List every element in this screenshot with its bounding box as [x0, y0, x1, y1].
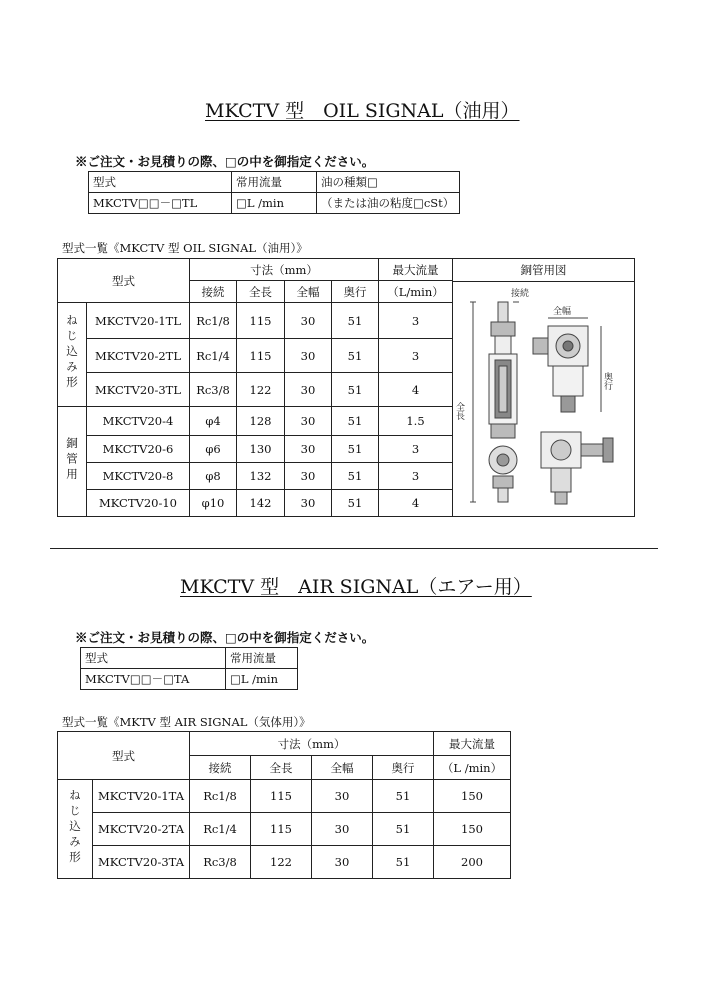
- row-depth: 51: [332, 373, 379, 407]
- row-model: MKCTV20-3TA: [93, 846, 190, 879]
- row-conn: Rc1/4: [190, 339, 237, 373]
- row-depth: 51: [332, 303, 379, 339]
- row-length: 130: [237, 436, 285, 463]
- header-length: 全長: [237, 281, 285, 303]
- diagram-label-depth: 奥行: [602, 372, 612, 390]
- row-width: 30: [312, 813, 373, 846]
- row-model: MKCTV20-8: [87, 463, 190, 490]
- row-length: 115: [237, 303, 285, 339]
- row-conn: φ10: [190, 490, 237, 517]
- row-depth: 51: [373, 846, 434, 879]
- row-depth: 51: [332, 463, 379, 490]
- oil-title: MKCTV 型 OIL SIGNAL（油用）: [205, 100, 520, 122]
- air-list-caption: 型式一覧《MKTV 型 AIR SIGNAL（気体用）》: [62, 715, 311, 729]
- row-length: 128: [237, 407, 285, 436]
- header-dims: 寸法（mm）: [190, 259, 379, 281]
- oil-model-table: [57, 258, 635, 517]
- row-model: MKCTV20-4: [87, 407, 190, 436]
- diagram-cell: [453, 259, 635, 517]
- row-conn: Rc1/4: [190, 813, 251, 846]
- row-maxflow: 200: [434, 846, 511, 879]
- row-maxflow: 150: [434, 813, 511, 846]
- diagram-label-width: 全幅: [553, 307, 572, 317]
- row-maxflow: 4: [379, 373, 453, 407]
- header-conn: 接続: [190, 756, 251, 780]
- group-copper-label: [58, 407, 87, 517]
- row-width: 30: [285, 303, 332, 339]
- row-length: 132: [237, 463, 285, 490]
- group-copper-text: 銅管用: [65, 436, 79, 484]
- header-depth: 奥行: [332, 281, 379, 303]
- order-header-flow: 常用流量: [232, 172, 317, 193]
- row-maxflow: 3: [379, 339, 453, 373]
- header-width: 全幅: [285, 281, 332, 303]
- row-conn: φ4: [190, 407, 237, 436]
- air-title: MKCTV 型 AIR SIGNAL（エアー用）: [180, 576, 532, 598]
- row-width: 30: [285, 373, 332, 407]
- row-length: 122: [251, 846, 312, 879]
- order-value-model: MKCTV□□－□TL: [89, 193, 232, 214]
- row-maxflow: 3: [379, 436, 453, 463]
- row-model: MKCTV20-1TA: [93, 780, 190, 813]
- row-depth: 51: [332, 490, 379, 517]
- row-conn: Rc1/8: [190, 303, 237, 339]
- header-maxflow-unit: （L /min）: [434, 756, 511, 780]
- row-width: 30: [312, 846, 373, 879]
- diagram-label-length: 全長: [454, 402, 464, 420]
- header-diagram: 銅管用図: [453, 259, 634, 282]
- row-conn: φ6: [190, 436, 237, 463]
- group-threaded-label: [58, 303, 87, 407]
- row-width: 30: [285, 339, 332, 373]
- row-maxflow: 3: [379, 463, 453, 490]
- row-conn: Rc3/8: [190, 373, 237, 407]
- header-dims: 寸法（mm）: [190, 732, 434, 756]
- row-conn: φ8: [190, 463, 237, 490]
- row-depth: 51: [332, 407, 379, 436]
- order-header-model: 型式: [89, 172, 232, 193]
- header-model: 型式: [58, 259, 190, 303]
- air-model-table: [57, 731, 511, 879]
- copper-tube-diagram: [453, 282, 633, 516]
- order-value-flow: □L /min: [232, 193, 317, 214]
- row-width: 30: [285, 463, 332, 490]
- row-width: 30: [285, 407, 332, 436]
- oil-order-table: [88, 171, 460, 214]
- row-depth: 51: [373, 780, 434, 813]
- row-maxflow: 150: [434, 780, 511, 813]
- row-length: 115: [237, 339, 285, 373]
- order-header-model: 型式: [81, 648, 226, 669]
- row-model: MKCTV20-10: [87, 490, 190, 517]
- row-width: 30: [285, 490, 332, 517]
- group-threaded-text: ねじ込み形: [65, 314, 79, 392]
- row-width: 30: [285, 436, 332, 463]
- row-maxflow: 4: [379, 490, 453, 517]
- header-model: 型式: [58, 732, 190, 780]
- oil-order-note: ※ご注文・お見積りの際、□の中を御指定ください。: [75, 154, 375, 169]
- row-model: MKCTV20-6: [87, 436, 190, 463]
- row-length: 122: [237, 373, 285, 407]
- row-model: MKCTV20-2TA: [93, 813, 190, 846]
- header-conn: 接続: [190, 281, 237, 303]
- row-depth: 51: [332, 339, 379, 373]
- row-depth: 51: [332, 436, 379, 463]
- row-maxflow: 3: [379, 303, 453, 339]
- row-length: 115: [251, 780, 312, 813]
- header-depth: 奥行: [373, 756, 434, 780]
- row-width: 30: [312, 780, 373, 813]
- header-width: 全幅: [312, 756, 373, 780]
- air-order-note: ※ご注文・お見積りの際、□の中を御指定ください。: [75, 630, 375, 645]
- order-value-model: MKCTV□□－□TA: [81, 669, 226, 690]
- order-header-oiltype: 油の種類□: [317, 172, 460, 193]
- group-threaded-label: [58, 780, 93, 879]
- header-maxflow-unit: （L/min）: [379, 281, 453, 303]
- row-model: MKCTV20-1TL: [87, 303, 190, 339]
- row-length: 142: [237, 490, 285, 517]
- oil-list-caption: 型式一覧《MKCTV 型 OIL SIGNAL（油用）》: [62, 241, 308, 255]
- row-conn: Rc3/8: [190, 846, 251, 879]
- row-maxflow: 1.5: [379, 407, 453, 436]
- section-divider: [50, 548, 658, 549]
- diagram-label-conn: 接続: [511, 289, 530, 299]
- row-length: 115: [251, 813, 312, 846]
- order-value-flow: □L /min: [226, 669, 298, 690]
- row-depth: 51: [373, 813, 434, 846]
- row-model: MKCTV20-3TL: [87, 373, 190, 407]
- row-model: MKCTV20-2TL: [87, 339, 190, 373]
- group-threaded-text: ねじ込み形: [68, 788, 82, 867]
- header-maxflow: 最大流量: [379, 259, 453, 281]
- header-maxflow: 最大流量: [434, 732, 511, 756]
- order-header-flow: 常用流量: [226, 648, 298, 669]
- header-length: 全長: [251, 756, 312, 780]
- order-value-oiltype: （または油の粘度□cSt）: [317, 193, 460, 214]
- row-conn: Rc1/8: [190, 780, 251, 813]
- air-order-table: [80, 647, 298, 690]
